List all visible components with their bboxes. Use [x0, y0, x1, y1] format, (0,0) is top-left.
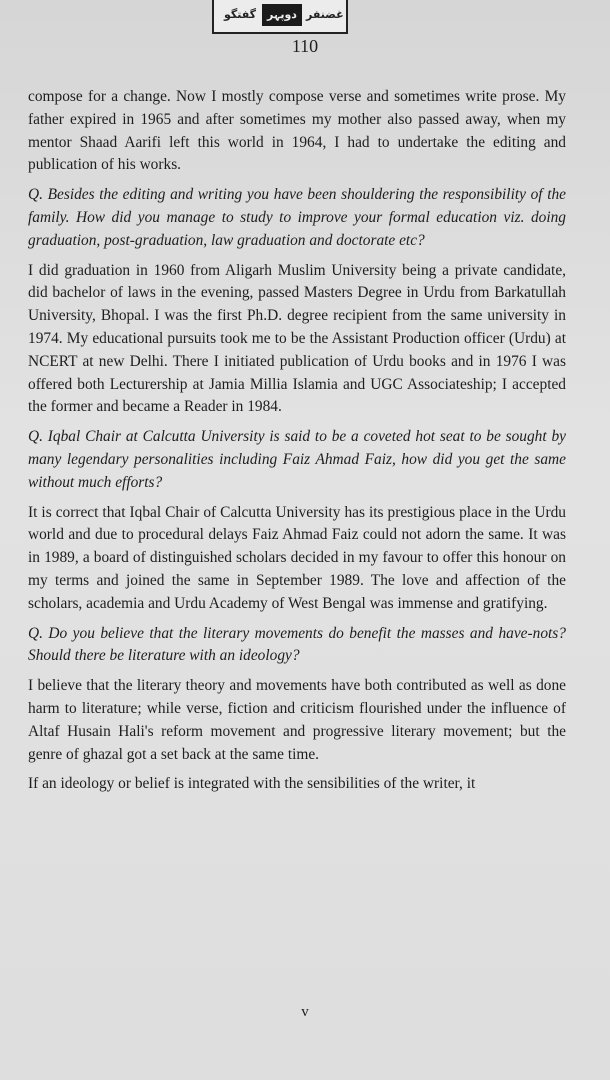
answer-paragraph-5: If an ideology or belief is integrated with the sensibilities of the writer, it: [28, 775, 476, 793]
question-paragraph-3: Q. Do you believe that the literary movements do benefit the masses and have-nots? Should there be literature with an ideology?: [28, 624, 566, 665]
page-body: [28, 86, 566, 803]
logo-text-left: گفتگو: [223, 8, 257, 21]
question-paragraph-2: Q. Iqbal Chair at Calcutta University is said to be a coveted hot seat to be sought by many legendary personalities including Faiz Ahmad Faiz, how did you get the same without much efforts?: [28, 428, 566, 491]
question-paragraph-1: Q. Besides the editing and writing you have been shouldering the responsibility of the family. How did you manage to study to improve your formal education viz. doing graduation, post-graduation, law graduation and doctorate etc?: [28, 186, 566, 249]
answer-paragraph-3: It is correct that Iqbal Chair of Calcutta University has its prestigious place in the Urdu world and due to procedural delays Faiz Ahmad Faiz could not adorn the same. It was in 1989, a board of distinguished scholars decided in my favour to offer this honour on my terms and joined the same in September 1989. The love and affection of the scholars, academia and Urdu Academy of West Bengal was immense and gratifying.: [28, 503, 566, 612]
page-number: 110: [291, 36, 319, 56]
book-logo: [212, 0, 348, 34]
logo-text-right: غضنفر: [306, 8, 344, 21]
answer-paragraph-1: compose for a change. Now I mostly compose verse and sometimes write prose. My father expired in 1965 and after sometimes my mother also passed away, when my mentor Shaad Aarifi left this world in 1964, I had to undertake the editing and publication of his works.: [28, 88, 566, 174]
footer-marker: v: [301, 1004, 309, 1020]
answer-paragraph-4: I believe that the literary theory and movements have both contributed as well as done harm to literature; while verse, fiction and criticism flourished under the influence of Altaf Husain Hali's reform movement and progressive literary movement; but the genre of ghazal got a set back at the same time.: [28, 677, 566, 763]
logo-text-middle: دوپہر: [262, 4, 302, 26]
answer-paragraph-2: I did graduation in 1960 from Aligarh Muslim University being a private candidate, did bachelor of laws in the evening, passed Masters Degree in Urdu from Barkatullah University, Bhopal. I was the first Ph.D. degree recipient from the same university in 1974. My educational pursuits took me to be the Assistant Production officer (Urdu) at NCERT at new Delhi. There I initiated publication of Urdu books and in 1976 I was offered both Lecturership at Jamia Millia Islamia and UGC Associateship; I accepted the former and became a Reader in 1984.: [28, 261, 566, 416]
